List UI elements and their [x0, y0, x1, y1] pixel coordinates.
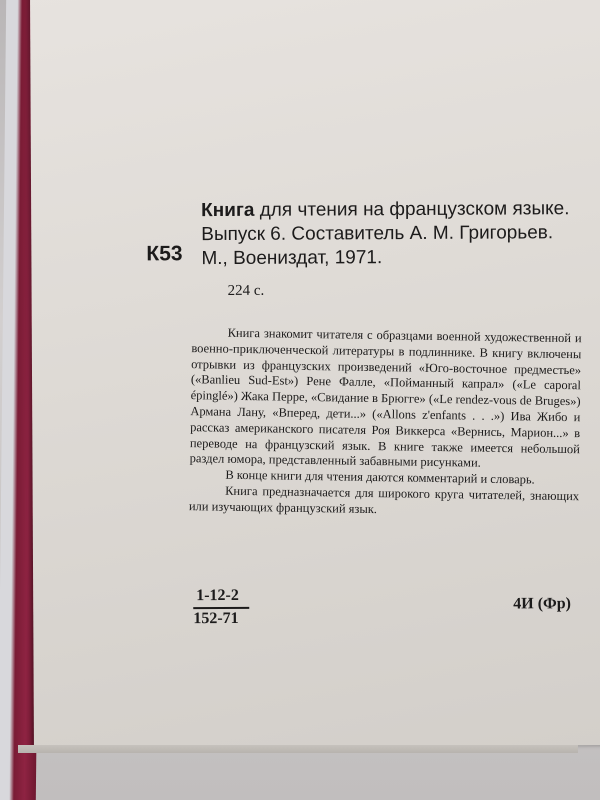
title-word: Книга	[201, 199, 255, 222]
bibliographic-details: для чтения на французском языке. Выпуск 6. Составитель А. М. Григорьев. М., Воениздат, 1971.	[201, 198, 570, 270]
classification-numerator: 1-12-2	[196, 586, 239, 605]
annotation-paragraph: В конце книги для чтения даются комментарий и словарь.	[225, 467, 535, 487]
annotation	[189, 325, 582, 521]
page-count: 224 с.	[227, 282, 265, 299]
bibliographic-entry	[201, 197, 581, 271]
classification-divider	[193, 607, 249, 609]
book-page	[30, 0, 600, 748]
library-index-code: 4И (Фр)	[513, 595, 572, 613]
annotation-paragraph: Книга знакомит читателя с образцами военной художественной и военно-приключенческой литературы в подлиннике. В книгу включены отрывки из французских произведений «Юго-восточное предместье» («Banlieu Sud-Est») Рене Фалле, «Пойманный капрал» («Le caporal épinglé») Жака Перре, «Свидание в Брюгге» («Le rendez-vous de Bruges») Армана Лану, «Вперед, дети...» («Allons z'enfants . . .») Ива Жибо и рассказ американского писателя Роя Виккерса «Вернись, Марион...» в переводе на французский язык. В книге также имеется небольшой раздел юмора, представленный забавными рисунками.	[189, 325, 582, 471]
classification-denominator: 152-71	[193, 609, 239, 628]
catalog-code: К53	[146, 242, 183, 266]
page-bottom-edge	[18, 745, 578, 753]
annotation-paragraph: Книга предназначается для широкого круга читателей, знающих или изучающих французский язык.	[188, 483, 580, 516]
